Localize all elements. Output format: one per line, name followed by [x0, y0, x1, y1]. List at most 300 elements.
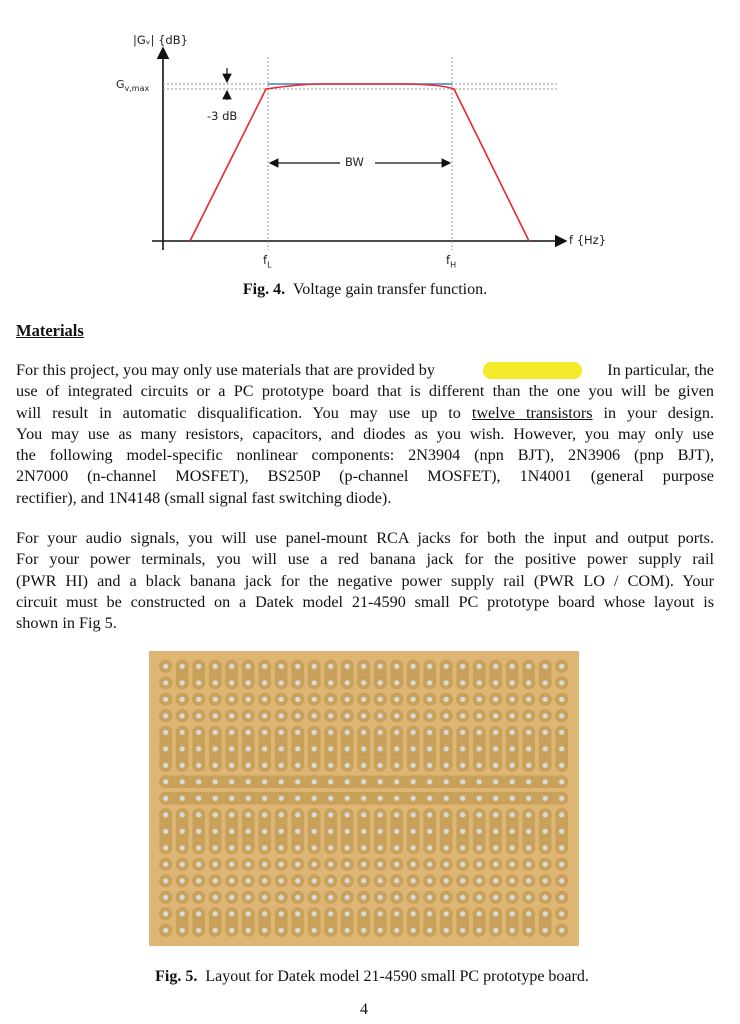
hole: [411, 928, 416, 933]
minus3db-label: -3 dB: [207, 109, 238, 123]
hole: [196, 763, 201, 768]
hole: [196, 779, 201, 784]
hole: [312, 928, 317, 933]
hole: [196, 829, 201, 834]
hole: [559, 878, 564, 883]
hole: [477, 779, 482, 784]
gmax-label: [116, 78, 149, 93]
hole: [493, 895, 498, 900]
hole: [312, 911, 317, 916]
para1-line-2: use of integrated circuits or a PC prototype board that is different than the one you will be given: [16, 382, 714, 401]
hole: [196, 680, 201, 685]
hole: [328, 829, 333, 834]
hole: [328, 730, 333, 735]
hole: [246, 878, 251, 883]
hole: [262, 895, 267, 900]
hole: [279, 680, 284, 685]
hole: [180, 862, 185, 867]
hole: [295, 829, 300, 834]
hole: [460, 763, 465, 768]
para2-line-4: circuit must be constructed on a Datek model 21-4590 small PC prototype board whose layout is: [16, 592, 714, 611]
hole: [279, 878, 284, 883]
hole: [279, 763, 284, 768]
hole: [411, 895, 416, 900]
hole: [526, 878, 531, 883]
hole: [378, 680, 383, 685]
hole: [543, 911, 548, 916]
hole: [213, 680, 218, 685]
hole: [477, 746, 482, 751]
hole: [312, 697, 317, 702]
hole: [246, 911, 251, 916]
hole: [246, 730, 251, 735]
hole: [394, 730, 399, 735]
fh-subscript: H: [450, 260, 457, 270]
hole: [196, 862, 201, 867]
hole: [312, 680, 317, 685]
hole: [213, 911, 218, 916]
para1-line-1-b: In particular, the: [607, 361, 714, 379]
hole: [543, 862, 548, 867]
hole: [477, 878, 482, 883]
hole: [246, 862, 251, 867]
hole: [493, 779, 498, 784]
hole: [427, 763, 432, 768]
hole: [394, 713, 399, 718]
hole: [163, 713, 168, 718]
hole: [493, 713, 498, 718]
hole: [213, 895, 218, 900]
hole: [295, 680, 300, 685]
hole: [295, 746, 300, 751]
hole: [559, 895, 564, 900]
hole: [246, 680, 251, 685]
fh-text: f: [446, 253, 451, 267]
hole: [378, 845, 383, 850]
hole: [477, 713, 482, 718]
hole: [510, 928, 515, 933]
hole: [246, 845, 251, 850]
hole: [262, 878, 267, 883]
hole: [493, 878, 498, 883]
hole: [345, 928, 350, 933]
hole: [411, 730, 416, 735]
hole: [543, 928, 548, 933]
hole: [246, 779, 251, 784]
hole: [163, 829, 168, 834]
hole: [559, 928, 564, 933]
hole: [559, 697, 564, 702]
hole: [295, 779, 300, 784]
figure5-caption-number: Fig. 5.: [155, 968, 198, 985]
hole: [345, 664, 350, 669]
hole: [328, 878, 333, 883]
hole: [444, 928, 449, 933]
page-number: 4: [360, 1001, 368, 1018]
hole: [163, 895, 168, 900]
hole: [295, 763, 300, 768]
hole: [279, 713, 284, 718]
hole: [543, 796, 548, 801]
hole: [262, 713, 267, 718]
hole: [444, 697, 449, 702]
hole: [510, 878, 515, 883]
hole: [262, 730, 267, 735]
hole: [196, 845, 201, 850]
prototype-board-layout: [149, 651, 579, 946]
hole: [559, 746, 564, 751]
hole: [510, 763, 515, 768]
hole: [229, 862, 234, 867]
para1-line-6: 2N7000 (n-channel MOSFET), BS250P (p-channel MOSFET), 1N4001 (general purpose: [16, 467, 714, 486]
hole: [163, 862, 168, 867]
hole: [279, 812, 284, 817]
hole: [394, 829, 399, 834]
hole: [526, 796, 531, 801]
hole: [262, 928, 267, 933]
hole: [279, 796, 284, 801]
hole: [213, 763, 218, 768]
hole: [262, 862, 267, 867]
hole: [361, 730, 366, 735]
twelve-transistors-emphasis: twelve transistors: [471, 403, 593, 422]
hole: [246, 829, 251, 834]
hole: [246, 664, 251, 669]
hole: [196, 895, 201, 900]
hole: [411, 911, 416, 916]
hole: [279, 845, 284, 850]
hole: [361, 911, 366, 916]
hole: [460, 796, 465, 801]
hole: [444, 862, 449, 867]
hole: [493, 796, 498, 801]
hole: [279, 829, 284, 834]
hole: [328, 796, 333, 801]
hole: [378, 796, 383, 801]
hole: [411, 680, 416, 685]
materials-paragraph-2: [16, 528, 714, 634]
hole: [427, 862, 432, 867]
hole: [427, 713, 432, 718]
hole: [328, 928, 333, 933]
hole: [444, 713, 449, 718]
hole: [229, 697, 234, 702]
hole: [163, 928, 168, 933]
hole: [229, 730, 234, 735]
hole: [279, 911, 284, 916]
hole: [526, 928, 531, 933]
hole: [262, 746, 267, 751]
hole: [543, 664, 548, 669]
hole: [526, 845, 531, 850]
hole: [196, 713, 201, 718]
hole: [493, 697, 498, 702]
hole: [427, 845, 432, 850]
hole: [510, 796, 515, 801]
hole: [444, 911, 449, 916]
hole: [312, 713, 317, 718]
hole: [196, 746, 201, 751]
hole: [229, 895, 234, 900]
hole: [543, 713, 548, 718]
hole: [411, 763, 416, 768]
hole: [526, 730, 531, 735]
hole: [361, 680, 366, 685]
hole: [163, 796, 168, 801]
hole: [378, 730, 383, 735]
hole: [526, 779, 531, 784]
hole: [163, 812, 168, 817]
hole: [543, 812, 548, 817]
hole: [460, 878, 465, 883]
hole: [180, 664, 185, 669]
hole: [229, 829, 234, 834]
hole: [361, 746, 366, 751]
para1-line-1: [16, 360, 714, 381]
hole: [295, 878, 300, 883]
hole: [180, 697, 185, 702]
hole: [427, 895, 432, 900]
figure4-caption-text: Voltage gain transfer function.: [292, 281, 488, 298]
hole: [328, 746, 333, 751]
hole: [444, 664, 449, 669]
hole: [180, 730, 185, 735]
hole: [444, 680, 449, 685]
hole: [262, 911, 267, 916]
guide-lines: [163, 57, 557, 250]
hole: [394, 895, 399, 900]
hole: [411, 829, 416, 834]
hole: [196, 911, 201, 916]
hole: [163, 746, 168, 751]
hole: [361, 878, 366, 883]
hole: [444, 878, 449, 883]
hole: [279, 895, 284, 900]
hole: [246, 928, 251, 933]
hole: [295, 928, 300, 933]
hole: [460, 730, 465, 735]
hole: [477, 796, 482, 801]
hole: [213, 796, 218, 801]
para2-line-5: shown in Fig 5.: [16, 614, 117, 633]
voltage-gain-plot: [0, 0, 740, 280]
hole: [361, 812, 366, 817]
hole: [279, 862, 284, 867]
hole: [262, 796, 267, 801]
hole: [427, 697, 432, 702]
hole: [328, 763, 333, 768]
hole: [543, 763, 548, 768]
hole: [411, 779, 416, 784]
figure4-caption-number: Fig. 4.: [242, 281, 286, 298]
hole: [196, 878, 201, 883]
hole: [229, 680, 234, 685]
hole: [328, 845, 333, 850]
hole: [180, 713, 185, 718]
y-axis-label: |Gᵥ| {dB}: [133, 33, 188, 47]
hole: [213, 779, 218, 784]
hole: [444, 730, 449, 735]
hole: [361, 664, 366, 669]
hole: [427, 796, 432, 801]
hole: [229, 812, 234, 817]
hole: [345, 878, 350, 883]
hole: [477, 829, 482, 834]
hole: [493, 845, 498, 850]
hole: [460, 928, 465, 933]
hole: [163, 763, 168, 768]
hole: [328, 664, 333, 669]
hole: [378, 911, 383, 916]
hole: [196, 796, 201, 801]
hole: [180, 829, 185, 834]
hole: [196, 812, 201, 817]
hole: [180, 746, 185, 751]
hole: [361, 928, 366, 933]
hole: [411, 746, 416, 751]
hole: [345, 746, 350, 751]
hole: [328, 862, 333, 867]
para1-line-1-a: For this project, you may only use materials that are provided by: [16, 361, 435, 379]
hole: [180, 928, 185, 933]
hole: [394, 746, 399, 751]
para1-line-7: rectifier), and 1N4148 (small signal fast switching diode).: [16, 488, 392, 507]
hole: [477, 697, 482, 702]
figure4-caption: [243, 281, 487, 299]
hole: [510, 697, 515, 702]
para2-line-2: For your power terminals, you will use a red banana jack for the positive power supply rail: [16, 550, 714, 569]
hole: [427, 664, 432, 669]
hole: [378, 829, 383, 834]
hole: [279, 730, 284, 735]
hole: [295, 713, 300, 718]
bw-label: BW: [345, 155, 364, 169]
hole: [229, 928, 234, 933]
hole: [526, 763, 531, 768]
hole: [345, 895, 350, 900]
hole: [345, 730, 350, 735]
hole: [328, 911, 333, 916]
hole: [262, 845, 267, 850]
hole: [477, 911, 482, 916]
hole: [295, 664, 300, 669]
hole: [427, 779, 432, 784]
hole: [493, 680, 498, 685]
hole: [526, 746, 531, 751]
figure5-caption-text: Layout for Datek model 21-4590 small PC prototype board.: [205, 968, 589, 985]
materials-paragraph-1: [16, 360, 714, 509]
hole: [444, 746, 449, 751]
hole: [213, 730, 218, 735]
hole: [229, 779, 234, 784]
hole: [378, 928, 383, 933]
hole: [246, 763, 251, 768]
hole: [526, 680, 531, 685]
hole: [328, 779, 333, 784]
hole: [312, 878, 317, 883]
hole: [213, 862, 218, 867]
hole: [196, 928, 201, 933]
hole: [180, 911, 185, 916]
hole: [262, 697, 267, 702]
hole: [510, 911, 515, 916]
hole: [361, 796, 366, 801]
hole: [345, 911, 350, 916]
hole: [229, 713, 234, 718]
hole: [444, 763, 449, 768]
hole: [229, 911, 234, 916]
gmax-text: G: [116, 78, 125, 91]
hole: [345, 713, 350, 718]
hole: [213, 697, 218, 702]
hole: [196, 697, 201, 702]
hole: [180, 763, 185, 768]
hole: [213, 812, 218, 817]
hole: [361, 713, 366, 718]
hole: [510, 746, 515, 751]
hole: [394, 928, 399, 933]
hole: [394, 911, 399, 916]
gmax-subscript: v,max: [124, 84, 150, 94]
hole: [378, 779, 383, 784]
hole: [345, 812, 350, 817]
hole: [180, 796, 185, 801]
fl-text: f: [263, 253, 268, 267]
hole: [543, 845, 548, 850]
hole: [378, 664, 383, 669]
hole: [427, 911, 432, 916]
hole: [345, 796, 350, 801]
hole: [526, 664, 531, 669]
hole: [312, 779, 317, 784]
fl-label: [263, 253, 272, 269]
hole: [510, 862, 515, 867]
hole: [427, 680, 432, 685]
hole: [510, 812, 515, 817]
hole: [543, 895, 548, 900]
hole: [312, 829, 317, 834]
hole: [378, 812, 383, 817]
hole: [477, 763, 482, 768]
hole: [444, 779, 449, 784]
hole: [229, 878, 234, 883]
hole: [543, 829, 548, 834]
hole: [444, 812, 449, 817]
hole: [411, 862, 416, 867]
para1-line-5: the following model-specific nonlinear components: 2N3904 (npn BJT), 2N3906 (pnp BJT),: [16, 446, 714, 465]
hole: [427, 812, 432, 817]
hole: [328, 812, 333, 817]
hole: [262, 779, 267, 784]
para1-line-3-b: in your design.: [603, 403, 715, 422]
hole: [196, 664, 201, 669]
hole: [312, 812, 317, 817]
hole: [444, 845, 449, 850]
hole: [444, 796, 449, 801]
hole: [361, 697, 366, 702]
hole: [526, 829, 531, 834]
hole: [328, 697, 333, 702]
hole: [361, 862, 366, 867]
hole: [460, 911, 465, 916]
hole: [312, 664, 317, 669]
hole: [180, 895, 185, 900]
hole: [295, 845, 300, 850]
x-axis-label: f {Hz}: [569, 233, 607, 247]
hole: [460, 664, 465, 669]
hole: [411, 713, 416, 718]
hole: [361, 829, 366, 834]
